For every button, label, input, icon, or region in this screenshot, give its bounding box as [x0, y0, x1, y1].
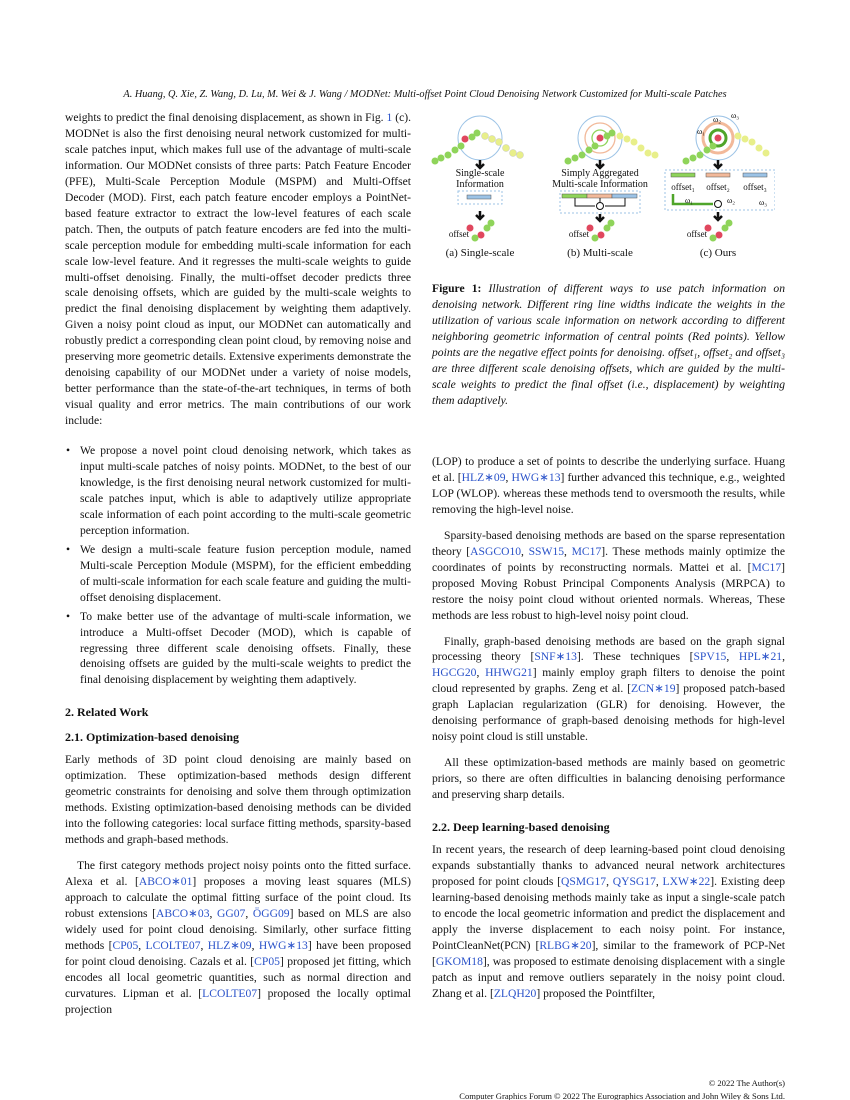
contributions-list — [65, 443, 411, 688]
citation-link[interactable]: ASGCO10 — [470, 544, 522, 558]
text-run: , — [138, 938, 146, 952]
text-run: ]. These techniques [ — [576, 650, 694, 664]
text-run: weights to predict the final denoising displacement, as shown in Fig. — [65, 111, 387, 124]
intro-paragraph — [65, 110, 411, 429]
citation-link[interactable]: QYSG17 — [612, 874, 656, 888]
text-run: , — [655, 874, 663, 888]
text-run: ]. These methods mainly optimize the coordinates of points by reconstructing normals. Mattei et al. [ — [432, 544, 785, 574]
aggregated-info-label: Simply Aggregated — [561, 168, 639, 179]
citation-link[interactable]: 1 — [386, 111, 393, 124]
text-run: (LOP) to produce a set of points to describe the underlying surface. Huang et al. [ — [432, 455, 785, 484]
text-run: In recent years, the research of deep learning-based point cloud denoising expands substantially thanks to advanced neural network architectures proposed for point clouds [ — [432, 843, 785, 888]
weight-label: ω₃ — [758, 198, 768, 207]
single-scale-info-label: Information — [456, 179, 504, 190]
text-run: Sparsity-based denoising methods are based on the sparse representation theory [ — [432, 528, 785, 558]
caption-text: Illustration of different ways to use patch information on denoising network. Different ring line widths indicate the weights in the utilization of various scale information on network according to different neighboring geometric information of central points (Red points). Yellow points are the negative effect points for denoising. offset₁, offset₂ and offset₃ are three different scale denoising offsets, which are guided by the multi-scale weights to predict the final offset (i.e., displacement) by weighting them adaptively. — [432, 282, 786, 407]
contribution-item: • We propose a novel point cloud denoising network, which takes as input multi-scale patches of noisy points. MODNet, to the best of our knowledge, is the first denoising neural network customized for multi-scale patches input, which is able to adaptively utilize appropriate scale information of each point according to the multi-scale geometric perception information. — [80, 443, 411, 539]
aggregated-info-label: Multi-scale Information — [552, 179, 648, 190]
citation-link[interactable]: LCOLTE07 — [202, 986, 258, 1000]
citation-link[interactable]: CP05 — [112, 938, 139, 952]
offset-label: offset — [448, 229, 470, 239]
text-run: ] based on MLS are also widely used for point cloud denoising. Similarly, other surface fitting methods [ — [65, 906, 412, 952]
text-run: All these optimization-based methods are mainly based on geometric priors, so there are often difficulties in balancing denoising performance and preserving sharp details. — [432, 756, 785, 802]
text-run: , — [564, 544, 572, 558]
right-column — [432, 454, 785, 1002]
citation-link[interactable]: CP05 — [254, 954, 280, 968]
citation-link[interactable]: HWG∗13 — [511, 470, 561, 484]
subfigure-a-label: (a) Single-scale — [445, 247, 515, 259]
citation-link[interactable]: SNF∗13 — [534, 650, 577, 664]
offset-label: offset — [568, 229, 590, 239]
paragraph — [432, 528, 785, 624]
subsection-heading: 2.2. Deep learning-based denoising — [432, 820, 610, 835]
citation-link[interactable]: ÖGG09 — [252, 906, 290, 920]
single-scale-info-label: Single-scale — [455, 168, 505, 179]
citation-link[interactable]: RLBG∗20 — [539, 938, 592, 952]
paragraph — [65, 752, 411, 848]
text-run: ] proposed patch-based graph Laplacian regularization (GLR) for denoising. However, the denoising performance of graph-based denoising methods for high-level noisy point cloud is still unstable. — [432, 682, 785, 744]
text-run: ] further advanced this technique, e.g., weighted LOP (WLOP). whereas these methods tend to oversmooth the results, while removing the high-level noise. — [432, 470, 786, 516]
paragraph — [432, 755, 785, 803]
paragraph — [432, 634, 785, 746]
text-run: ] proposed the Pointfilter, — [536, 986, 655, 1000]
text-run: , — [476, 666, 486, 680]
text-run: , — [209, 906, 217, 920]
citation-link[interactable]: HHWG21 — [485, 666, 533, 680]
text-run: ] proposed the locally optimal projection — [65, 986, 411, 1016]
text-run: , — [782, 650, 785, 664]
text-run: , — [606, 874, 613, 888]
running-header: A. Huang, Q. Xie, Z. Wang, D. Lu, M. Wei & J. Wang / MODNet: Multi-offset Point Cloud Denoising Network Customized for Multi-scale Patches — [123, 89, 727, 100]
paragraph — [432, 842, 785, 1002]
text-run: The first category methods project noisy points onto the fitted surface. Alexa et al. [ — [65, 859, 411, 889]
citation-link[interactable]: MC17 — [751, 560, 782, 574]
citation-link[interactable]: MC17 — [571, 544, 602, 558]
text-run: ] proposed Moving Robust Principal Components Analysis (MRPCA) to restore the noisy point cloud without oriented normals. Whereas, These methods are less robust to high-level noisy point cloud. — [432, 560, 785, 622]
paragraph — [65, 858, 411, 1018]
contribution-item: • To make better use of the advantage of multi-scale information, we introduce a Multi-offset Decoder (MOD), which is capable of regressing three different scale denoising offsets. Finally, these denoising offsets are guided by the multi-scale weights to predict the final denoising displacement by weighting them adaptively. — [80, 609, 411, 689]
citation-link[interactable]: ABCO∗03 — [155, 906, 210, 920]
point-cloud-a — [432, 130, 524, 165]
offset-label: offset — [686, 229, 708, 239]
weight-label: ω₂ — [726, 196, 736, 205]
text-run: , — [521, 544, 529, 558]
subsection-heading: 2.1. Optimization-based denoising — [65, 730, 240, 745]
figure-1-illustration — [425, 110, 775, 270]
weight-label: ω₃ — [730, 111, 740, 120]
journal-line: Computer Graphics Forum © 2022 The Eurographics Association and John Wiley & Sons Ltd. — [459, 1091, 785, 1100]
citation-link[interactable]: SPV15 — [693, 650, 727, 664]
left-column — [65, 110, 411, 1018]
citation-link[interactable]: HGCG20 — [432, 666, 477, 680]
offset-1-label: offset₁ — [671, 182, 695, 192]
weight-label: ω₁ — [696, 127, 706, 136]
text-run: ] proposed jet fitting, which encodes all local geometric quantities, such as normal direction and curvatures. Lipman et al. [ — [65, 954, 412, 1000]
citation-link[interactable]: QSMG17 — [560, 874, 607, 888]
citation-link[interactable]: ZCN∗19 — [631, 682, 676, 696]
text-run: Finally, graph-based denoising methods are based on the graph signal processing theory [ — [432, 634, 785, 664]
text-run: ] proposes a moving least squares (MLS) approach to calculate the optimal fitting surface of the point cloud. Its robust extensions [ — [65, 875, 412, 920]
text-run: , — [505, 470, 512, 484]
citation-link[interactable]: ZLQH20 — [493, 986, 537, 1000]
text-run: , — [726, 650, 739, 664]
citation-link[interactable]: HLZ∗09 — [461, 470, 506, 484]
citation-link[interactable]: GKOM18 — [435, 954, 483, 968]
citation-link[interactable]: HLZ∗09 — [207, 938, 252, 952]
weight-label: ω₁ — [684, 196, 694, 205]
offset-2-label: offset₂ — [706, 182, 730, 192]
text-run: Early methods of 3D point cloud denoising are mainly based on optimization. These optimization-based methods design different geometric constraints for denoising and solve them through optimization methods. Existing optimization-based denoising methods can be divided into the following categories: local surface fitting methods, sparsity-based methods and graph-based methods. — [65, 753, 411, 847]
citation-link[interactable]: ABCO∗01 — [138, 875, 193, 889]
section-heading: 2. Related Work — [65, 705, 149, 720]
citation-link[interactable]: LCOLTE07 — [145, 938, 201, 952]
text-run: , — [200, 938, 208, 952]
text-run: ] have been proposed for point cloud denoising. Cazals et al. [ — [65, 938, 412, 968]
text-run: , — [245, 906, 253, 920]
citation-link[interactable]: GG07 — [217, 906, 246, 920]
text-run: ]. Existing deep learning-based denoising methods mainly take as input a single-scale patch to encode the local geometric information and predict the displacement and apply the inverse displacement to each noisy point. For instance, PointCleanNet(PCN) [ — [432, 874, 786, 952]
citation-link[interactable]: LXW∗22 — [662, 874, 711, 888]
text-run: , — [251, 938, 259, 952]
text-run: ], similar to the framework of PCP-Net [ — [432, 938, 785, 968]
caption-label: Figure 1: — [432, 282, 482, 295]
citation-link[interactable]: SSW15 — [528, 544, 565, 558]
subfigure-b-label: (b) Multi-scale — [567, 247, 633, 259]
subfigure-c-label: (c) Ours — [699, 247, 737, 259]
paragraph — [432, 454, 785, 518]
copyright-line: © 2022 The Author(s) — [708, 1078, 785, 1088]
citation-link[interactable]: HWG∗13 — [258, 938, 308, 952]
figure-caption — [432, 281, 785, 409]
text-run: ], was proposed to estimate denoising displacement with a single patch as input and remove outliers separately in the noisy point cloud. Zhang et al. [ — [432, 954, 785, 1000]
text-run: ] mainly employ graph filters to denoise the point cloud represented by graphs. Zeng et al. [ — [432, 666, 786, 696]
text-run: (c). MODNet is also the first denoising neural network customized for multi-scale patches input, which makes full use of the advantage of multi-scale information. Our MODNet consists of three parts: Patch Feature Encoder (PFE), Multi-Scale Perception Module (MSPM) and Multi-Offset Decoder (MOD). First, each patch feature encoder employs a PointNet-based feature extractor to extract the low-level features of each scale patch. Then, the outputs of patch feature encoders are fed into the multi-scale perception module for embedding multi-scale information for each scale low-level feature. And it regresses the multi-scale weights to guide multi-offset denoising. Finally, the multi-offset decoder predicts three scale denoising offsets, which are guided by the multi-scale weights to predict the final denoising displacement by weighting them adaptively. Given a noisy point cloud as input, our MODNet can automatically and robustly predict a corresponding clean point cloud, by removing noise and preserving more geometric details. Extensive experiments demonstrate the denoising capability of our MODNet under a variety of noise models, better performance than the state-of-the-art techniques, in terms of both visual quality and error metrics. The main contributions of our work include: — [65, 111, 412, 428]
offset-3-label: offset₃ — [743, 182, 767, 192]
citation-link[interactable]: HPL∗21 — [738, 650, 783, 664]
weight-label: ω₂ — [712, 115, 722, 124]
contribution-item: • We design a multi-scale feature fusion perception module, named Multi-scale Perception Module (MSPM), for the efficient embedding of multi-scale information for each scale feature and guiding the multi-offset denoising displacement. — [80, 542, 411, 606]
